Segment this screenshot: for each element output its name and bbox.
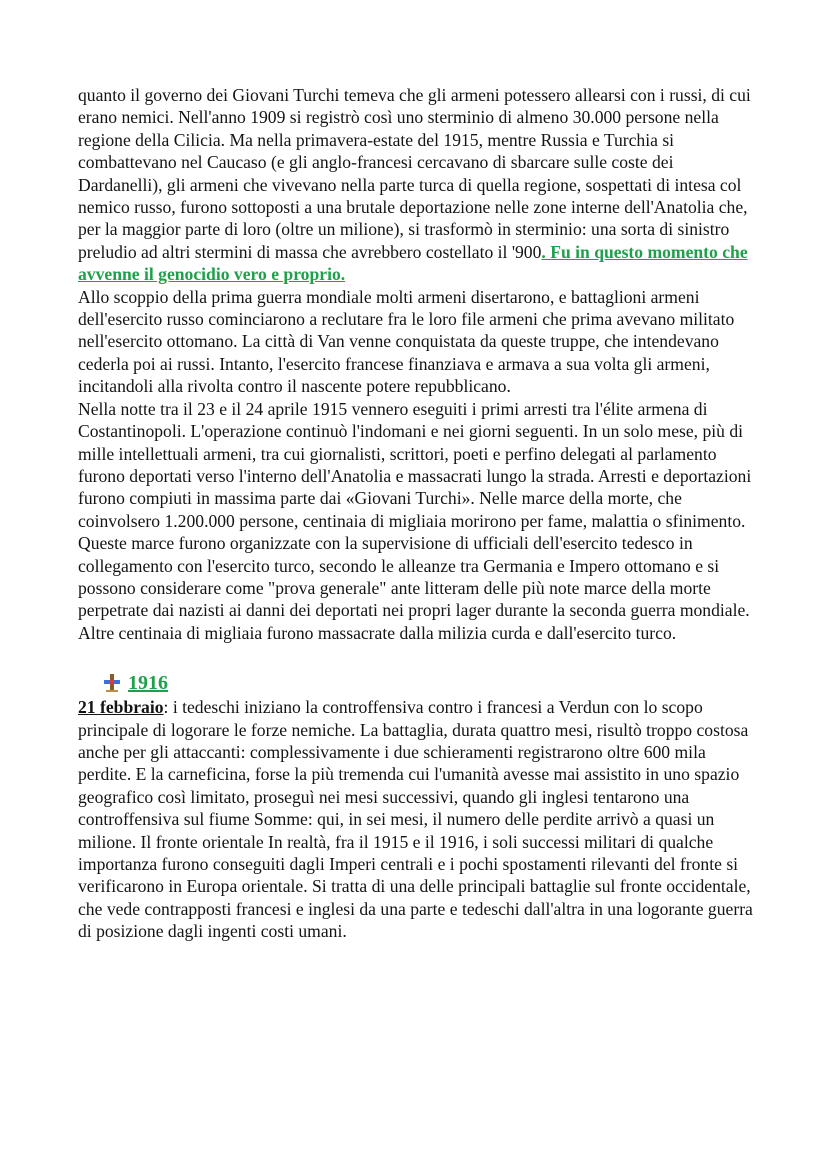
- section-1916-paragraph: [78, 696, 758, 942]
- paragraph-3: Nella notte tra il 23 e il 24 aprile 1915 vennero eseguiti i primi arresti tra l'élite armena di Costantinopoli. L'operazione continuò l'indomani e nei giorni seguenti. In un solo mese, più di mille intellettuali armeni, tra cui giornalisti, scrittori, poeti e perfino delegati al parlamento furono deportati verso l'interno dell'Anatolia e massacrati lungo la strada. Arresti e deportazioni furono compiuti in massima parte dai «Giovani Turchi». Nelle marce della morte, che coinvolsero 1.200.000 persone, centinaia di migliaia morirono per fame, malattia o sfinimento. Queste marce furono organizzate con la supervisione di ufficiali dell'esercito tedesco in collegamento con l'esercito turco, secondo le alleanze tra Germania e Impero ottomano e si possono considerare come "prova generale" ante litteram delle più note marce della morte perpetrate dai nazisti ai danni dei deportati nei propri lager durante la seconda guerra mondiale. Altre centinaia di migliaia furono massacrate dalla milizia curda e dall'esercito turco.: [78, 398, 752, 643]
- paragraph-1: [78, 84, 758, 286]
- year-1916-link[interactable]: 1916: [128, 671, 168, 694]
- section-1916-heading: [102, 670, 758, 696]
- paragraph-1-text: quanto il governo dei Giovani Turchi temeva che gli armeni potessero allearsi con i russi, di cui erano nemici. Nell'anno 1909 si registrò così uno sterminio di almeno 30.000 persone nella regione della Cilicia. Ma nella primavera-estate del 1915, mentre Russia e Turchia si combattevano nel Caucaso (e gli anglo-francesi cercavano di sbarcare sulle coste dei Dardanelli), gli armeni che vivevano nella parte turca di quella regione, sospettati di intesa col nemico russo, furono sottoposti a una brutale deportazione nelle zone interne dell'Anatolia che, per la maggior parte di loro (oltre un milione), si trasformò in sterminio: una sorta di sinistro preludio ad altri stermini di massa che avrebbero costellato il '900: [78, 85, 751, 262]
- cross-marker-icon: [102, 673, 122, 693]
- genocide-link[interactable]: . Fu in questo momento che avvenne il genocidio vero e proprio.: [78, 241, 748, 285]
- date-label: 21 febbraio: [78, 697, 164, 718]
- section-1916-text: : i tedeschi iniziano la controffensiva contro i francesi a Verdun con lo scopo principale di logorare le forze nemiche. La battaglia, durata quattro mesi, risultò troppo costosa anche per gli attaccanti: complessivamente i due schieramenti registrarono oltre 600 mila perdite. E la carneficina, forse la più tremenda cui l'umanità avesse mai assistito in uno spazio geografico così limitato, proseguì nei mesi successivi, quando gli inglesi tentarono una controffensiva sul fiume Somme: qui, in sei mesi, il numero delle perdite arrivò a quasi un milione. Il fronte orientale In realtà, fra il 1915 e il 1916, i soli successi militari di qualche importanza furono conseguiti dagli Imperi centrali e i pochi spostamenti rilevanti del fronte si verificarono in Europa orientale. Si tratta di una delle principali battaglie sul fronte occidentale, che vede contrapposti francesi e inglesi da una parte e tedeschi dall'altra in una logorante guerra di posizione dagli ingenti costi umani.: [78, 697, 753, 942]
- document-page: [78, 84, 758, 943]
- paragraph-2: Allo scoppio della prima guerra mondiale molti armeni disertarono, e battaglioni armeni dell'esercito russo cominciarono a reclutare fra le loro file armeni che prima avevano militato nell'esercito ottomano. La città di Van venne conquistata da queste truppe, che intendevano cederla poi ai russi. Intanto, l'esercito francese finanziava e armava a sua volta gli armeni, incitandoli alla rivolta contro il nascente potere repubblicano.: [78, 286, 735, 397]
